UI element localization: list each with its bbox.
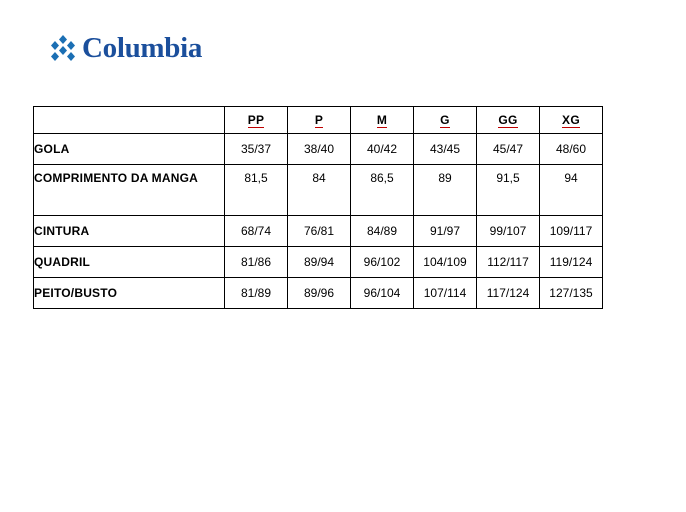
cell-gola-xg: 48/60 [540,134,603,165]
table-row [34,134,603,165]
cell-peito-g: 107/114 [414,278,477,309]
cell-cintura-m: 84/89 [351,216,414,247]
cell-manga-pp: 81,5 [225,165,288,216]
cell-manga-xg: 94 [540,165,603,216]
cell-peito-m: 96/104 [351,278,414,309]
cell-cintura-xg: 109/117 [540,216,603,247]
cell-quadril-m: 96/102 [351,247,414,278]
cell-quadril-xg: 119/124 [540,247,603,278]
cell-peito-p: 89/96 [288,278,351,309]
cell-peito-xg: 127/135 [540,278,603,309]
cell-manga-p: 84 [288,165,351,216]
cell-gola-gg: 45/47 [477,134,540,165]
row-label-comprimento-da-manga: COMPRIMENTO DA MANGA [34,165,225,216]
column-header-xg: XG [540,107,603,134]
columbia-diamond-logo-icon [48,35,78,63]
cell-manga-gg: 91,5 [477,165,540,216]
cell-peito-pp: 81/89 [225,278,288,309]
cell-cintura-gg: 99/107 [477,216,540,247]
column-header-p: P [288,107,351,134]
table-row [34,165,603,216]
cell-quadril-pp: 81/86 [225,247,288,278]
cell-quadril-g: 104/109 [414,247,477,278]
cell-cintura-g: 91/97 [414,216,477,247]
row-label-cintura: CINTURA [34,216,225,247]
row-label-peito-busto: PEITO/BUSTO [34,278,225,309]
column-header-g: G [414,107,477,134]
cell-peito-gg: 117/124 [477,278,540,309]
row-label-quadril: QUADRIL [34,247,225,278]
cell-cintura-p: 76/81 [288,216,351,247]
column-header-gg: GG [477,107,540,134]
table-header-row [34,107,603,134]
column-header-m: M [351,107,414,134]
brand-name: Columbia [82,32,203,64]
cell-gola-m: 40/42 [351,134,414,165]
size-chart [33,106,603,309]
cell-quadril-p: 89/94 [288,247,351,278]
header-corner-cell [34,107,225,134]
cell-manga-g: 89 [414,165,477,216]
brand-logo [48,34,202,63]
cell-gola-pp: 35/37 [225,134,288,165]
row-label-gola: GOLA [34,134,225,165]
cell-gola-p: 38/40 [288,134,351,165]
cell-cintura-pp: 68/74 [225,216,288,247]
table-row [34,216,603,247]
column-header-pp: PP [225,107,288,134]
cell-gola-g: 43/45 [414,134,477,165]
size-chart-table [33,106,603,309]
cell-manga-m: 86,5 [351,165,414,216]
table-row [34,278,603,309]
table-row [34,247,603,278]
cell-quadril-gg: 112/117 [477,247,540,278]
